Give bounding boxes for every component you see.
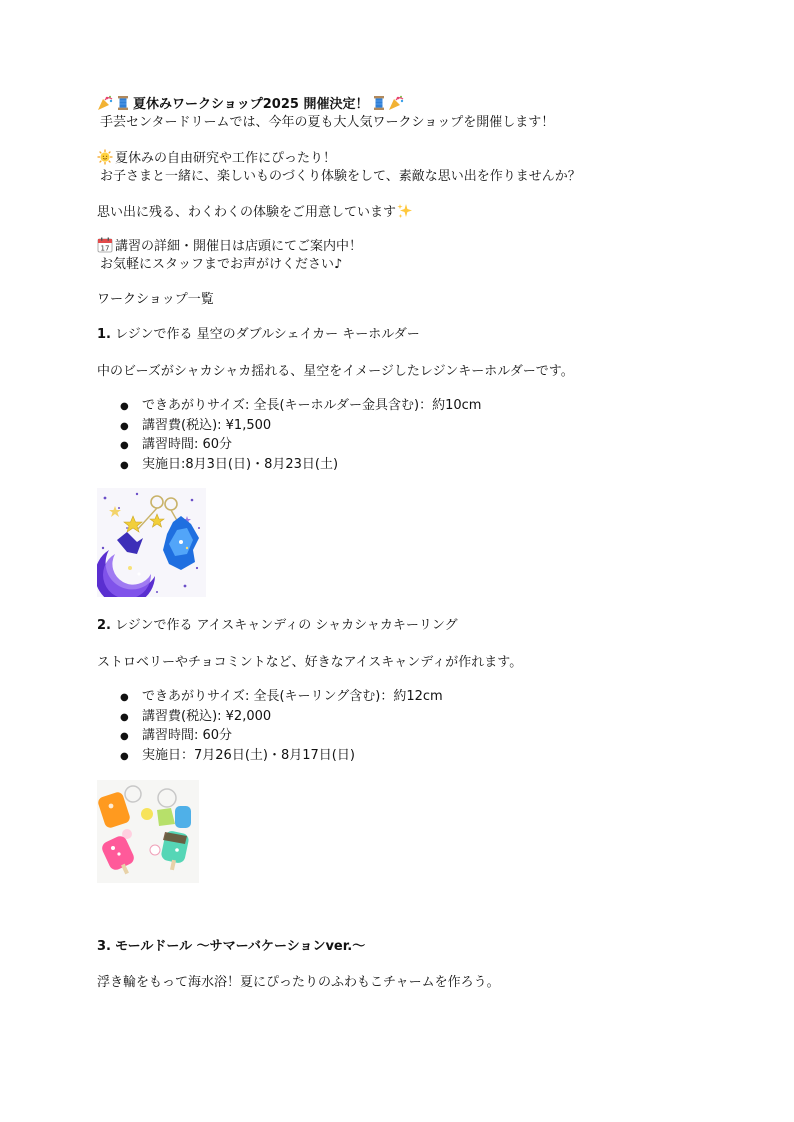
intro-text: 講習の詳細・開催日は店頭にてご案内中！ [115, 239, 363, 254]
bullet-icon: ● [120, 459, 129, 471]
list-item: ● 講習費(税込): ¥1,500 [120, 417, 481, 437]
workshop-spec-list [120, 397, 481, 475]
intro-text: 思い出に残る、わくわくの体験をご用意しています [97, 205, 397, 220]
intro-text: 夏休みの自由研究や工作にぴったり！ [115, 151, 337, 166]
title-text: 夏休みワークショップ2025 開催決定！ [133, 97, 369, 112]
svg-text:17: 17 [100, 244, 110, 253]
bullet-icon: ● [120, 750, 129, 762]
thread-spool-icon [371, 95, 387, 111]
list-item: ● 実施日:8月3日(日)・8月23日(土) [120, 456, 481, 476]
bullet-icon: ● [120, 440, 129, 451]
workshop-title-text: モールドール 〜サマーバケーションver.〜 [115, 939, 366, 954]
workshop-description: 中のビーズがシャカシャカ揺れる、星空をイメージしたレジンキーホルダーです。 [97, 364, 574, 379]
workshop-title-text: レジンで作る 星空のダブルシェイカー キーホルダー [115, 327, 420, 342]
workshop-title [97, 617, 458, 635]
intro-line: お子さまと一緒に、楽しいものづくり体験をして、素敵な思い出を作りませんか？ [100, 169, 581, 184]
party-popper-icon [97, 95, 113, 111]
workshop-title-text: レジンで作る アイスキャンディの シャカシャカキーリング [115, 618, 458, 633]
list-item: ● 講習時間: 60分 [120, 436, 481, 456]
workshop-description: ストロベリーやチョコミントなど、好きなアイスキャンディが作れます。 [97, 655, 523, 670]
starry-keychain-photo [97, 488, 206, 597]
bullet-icon: ● [120, 692, 129, 703]
bullet-icon: ● [120, 711, 129, 723]
bullet-icon: ● [120, 401, 129, 412]
list-item: ● できあがりサイズ: 全長(キーホルダー金具含む)：約10cm [120, 397, 481, 417]
announcement-title [97, 95, 406, 114]
list-item: ● できあがりサイズ: 全長(キーリング含む)：約12cm [120, 688, 443, 708]
workshop-number: 1. [97, 327, 111, 342]
ice-candy-keyring-photo [97, 780, 199, 883]
party-popper-icon [388, 95, 404, 111]
intro-line-calendar [97, 237, 362, 256]
bullet-icon: ● [120, 420, 129, 432]
calendar-icon [97, 237, 113, 253]
workshop-title [97, 938, 365, 956]
list-item: ● 実施日：7月26日(土)・8月17日(日) [120, 747, 443, 767]
intro-line: お気軽にスタッフまでお声がけください♪ [100, 257, 343, 272]
bullet-icon: ● [120, 731, 129, 742]
workshop-number: 3. [97, 939, 111, 954]
sun-with-face-icon [97, 149, 113, 165]
intro-line-sparkles [97, 203, 415, 222]
workshop-title [97, 326, 420, 344]
intro-line-sun [97, 149, 336, 168]
workshop-description: 浮き輪をもって海水浴！夏にぴったりのふわもこチャームを作ろう。 [97, 975, 500, 990]
list-item: ● 講習時間: 60分 [120, 727, 443, 747]
thread-spool-icon [115, 95, 131, 111]
sparkles-icon [397, 203, 413, 219]
workshop-number: 2. [97, 618, 111, 633]
intro-line: 手芸センタードリームでは、今年の夏も大人気ワークショップを開催します！ [100, 115, 555, 130]
workshop-spec-list [120, 688, 443, 766]
list-heading: ワークショップ一覧 [97, 292, 214, 307]
list-item: ● 講習費(税込): ¥2,000 [120, 708, 443, 728]
